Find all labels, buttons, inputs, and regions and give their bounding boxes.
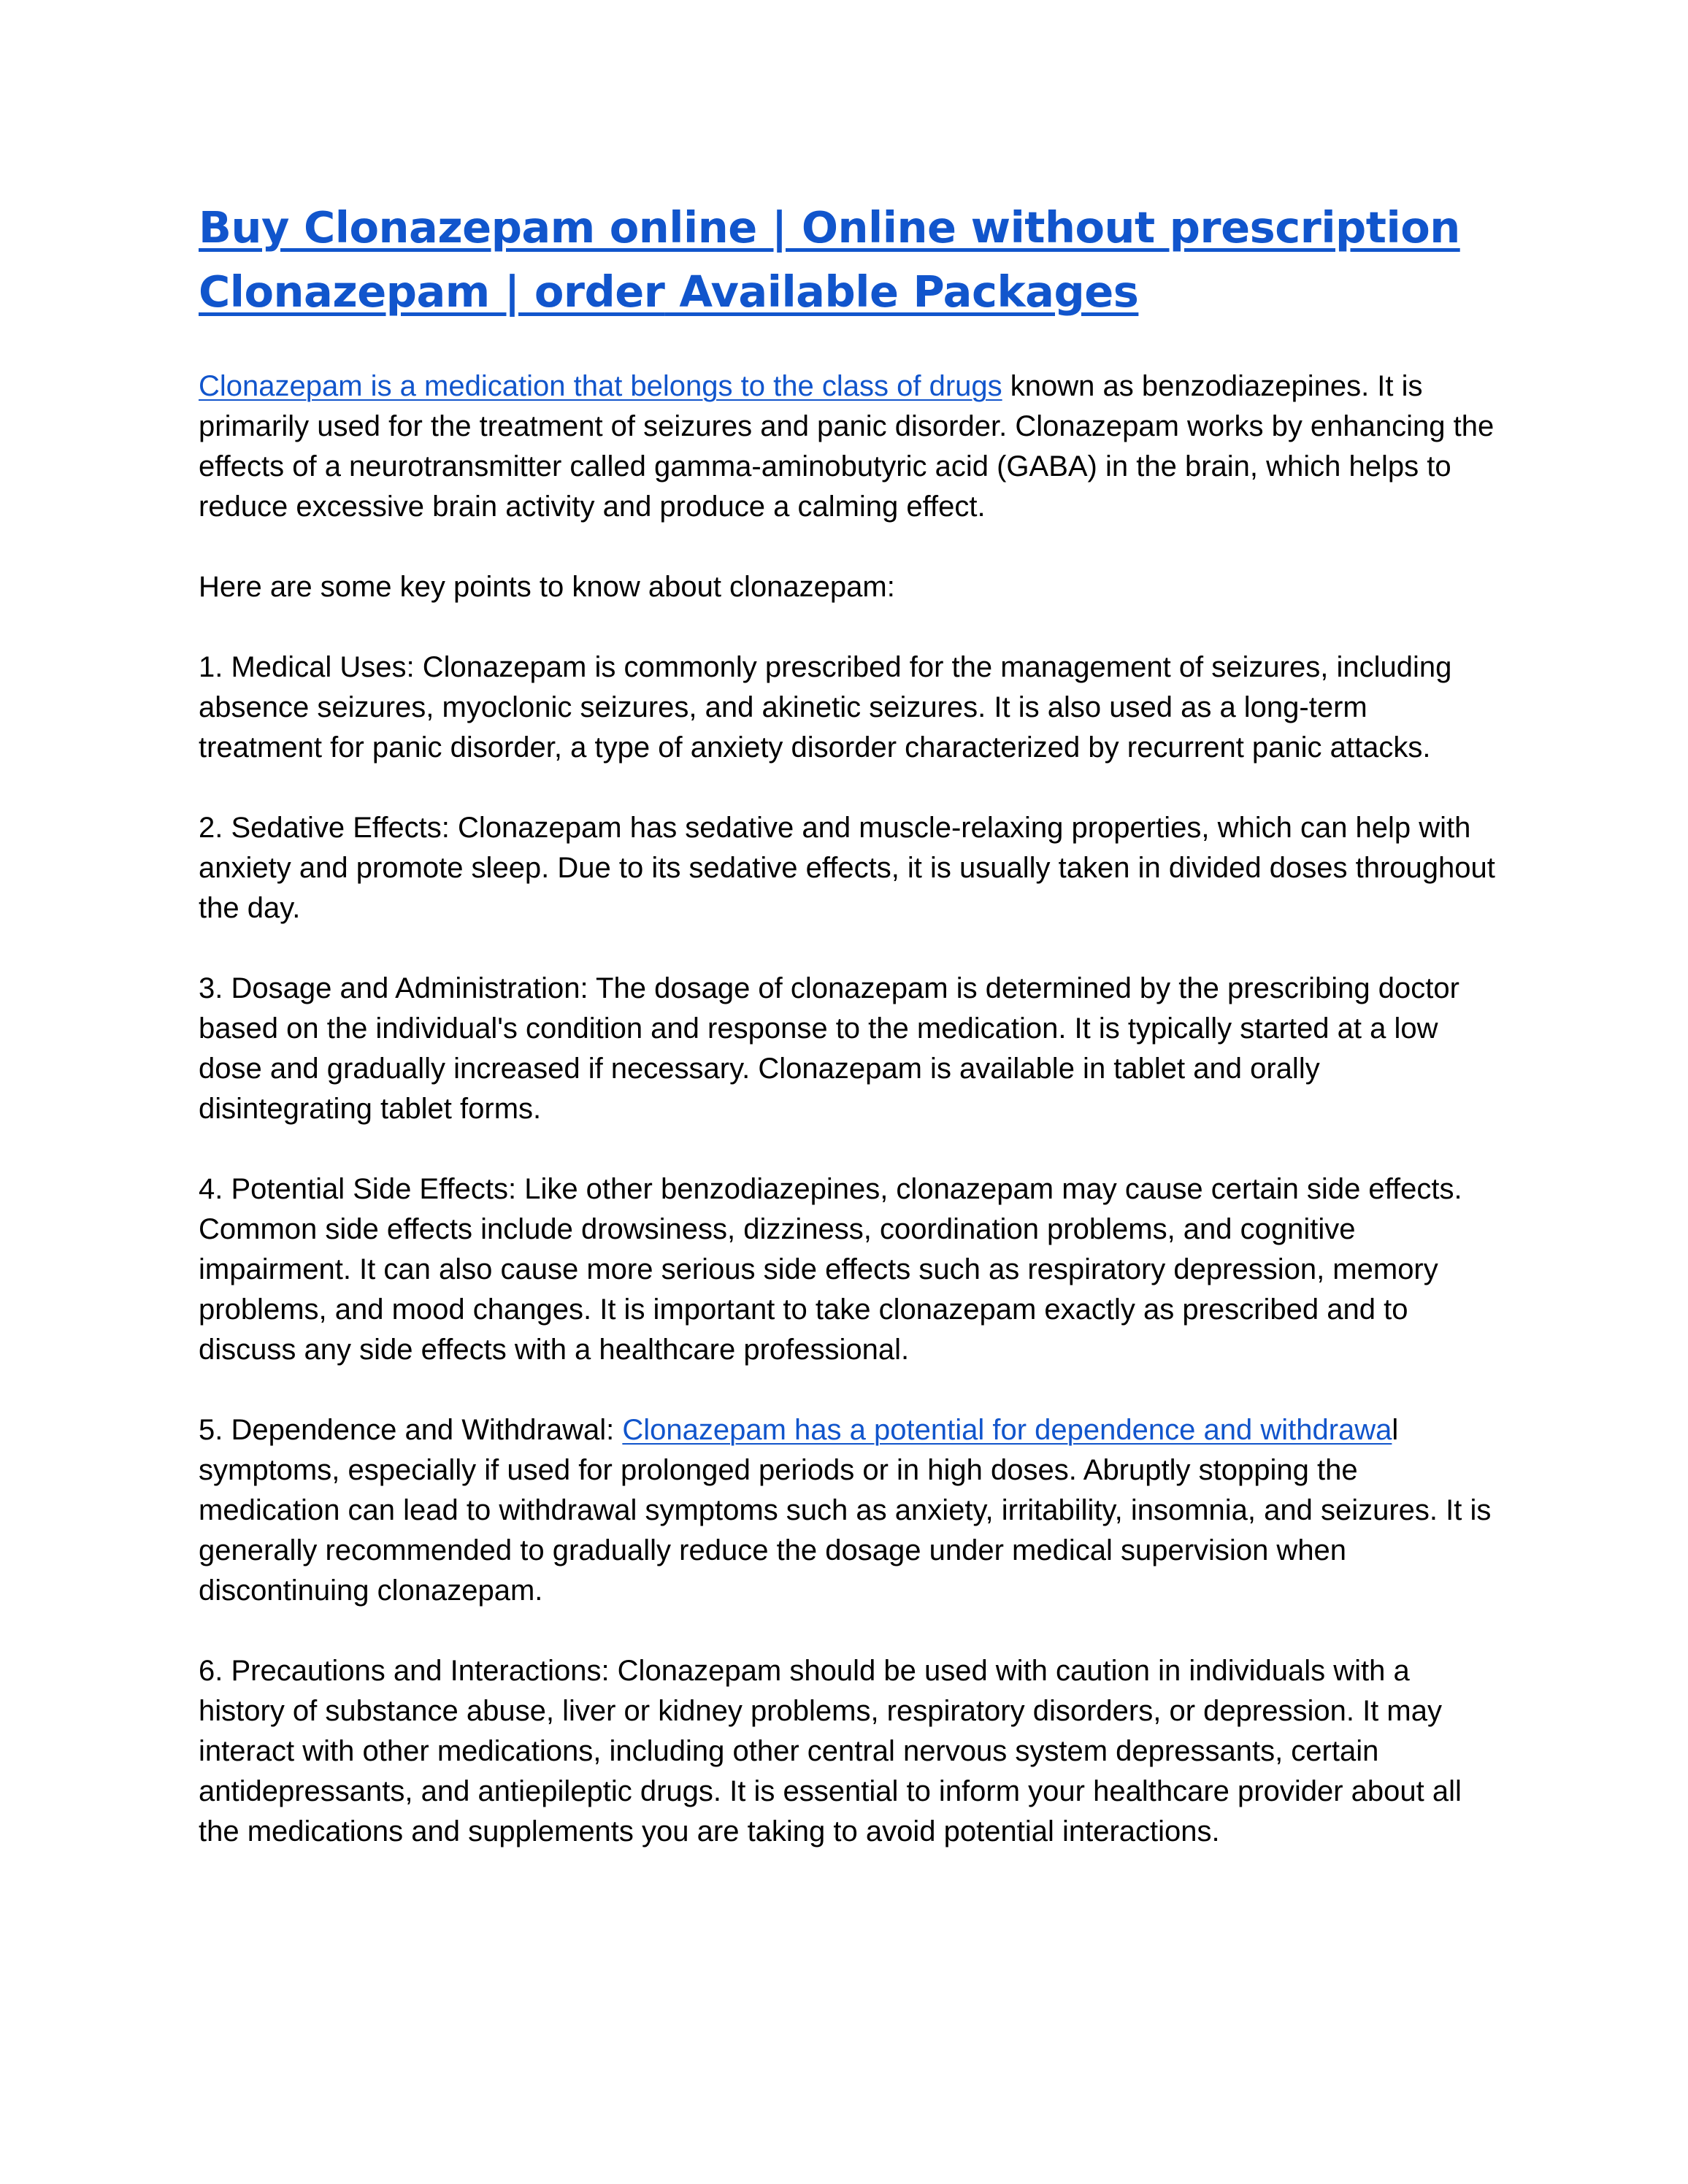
title-link-continuation[interactable]: Available Packages xyxy=(664,266,1139,317)
point-precautions-interactions: 6. Precautions and Interactions: Clonazepam should be used with caution in individuals with a history of substance abuse, liver or kidney problems, respiratory disorders, or depression. It may interact with other medications, including other central nervous system depressants, certain antidepressants, and antiepileptic drugs. It is essential to inform your healthcare provider about all the medications and supplements you are taking to avoid potential interactions. xyxy=(199,1655,1462,1847)
title-link[interactable]: Buy Clonazepam online | Online without prescription Clonazepam | order xyxy=(199,202,1460,317)
intro-text: known as benzodiazepines. It is primarily used for the treatment of seizures and panic disorder. Clonazepam works by enhancing the effects of a neurotransmitter called gamma-aminobutyric acid (GABA) in the brain, which helps to reduce excessive brain activity and produce a calming effect. xyxy=(199,370,1495,523)
key-points-intro: Here are some key points to know about clonazepam: xyxy=(199,571,895,603)
point-dosage-administration: 3. Dosage and Administration: The dosage of clonazepam is determined by the prescribing doctor based on the individual's condition and response to the medication. It is typically started at a low dose and gradually increased if necessary. Clonazepam is available in tablet and orally disintegrating tablet forms. xyxy=(199,972,1459,1125)
point-dependence-withdrawal xyxy=(199,1410,1495,1611)
point5-prefix: 5. Dependence and Withdrawal: xyxy=(199,1414,623,1446)
document-title xyxy=(199,196,1495,324)
point5-text: l symptoms, especially if used for prolonged periods or in high doses. Abruptly stopping the medication can lead to withdrawal symptoms such as anxiety, irritability, insomnia, and seizures. It is generally recommended to gradually reduce the dosage under medical supervision when discontinuing clonazepam. xyxy=(199,1414,1492,1607)
point-medical-uses: 1. Medical Uses: Clonazepam is commonly prescribed for the management of seizures, including absence seizures, myoclonic seizures, and akinetic seizures. It is also used as a long-term treatment for panic disorder, a type of anxiety disorder characterized by recurrent panic attacks. xyxy=(199,651,1452,764)
intro-link[interactable]: Clonazepam is a medication that belongs to the class of drugs xyxy=(199,370,1002,402)
point-side-effects: 4. Potential Side Effects: Like other benzodiazepines, clonazepam may cause certain side effects. Common side effects include drowsiness, dizziness, coordination problems, and cognitive impairment. It can also cause more serious side effects such as respiratory depression, memory problems, and mood changes. It is important to take clonazepam exactly as prescribed and to discuss any side effects with a healthcare professional. xyxy=(199,1173,1462,1366)
intro-paragraph xyxy=(199,366,1495,527)
document-page xyxy=(199,196,1495,1892)
point-sedative-effects: 2. Sedative Effects: Clonazepam has sedative and muscle-relaxing properties, which can help with anxiety and promote sleep. Due to its sedative effects, it is usually taken in divided doses throughout the day. xyxy=(199,812,1495,924)
dependence-link[interactable]: Clonazepam has a potential for dependence and withdrawa xyxy=(622,1414,1392,1446)
